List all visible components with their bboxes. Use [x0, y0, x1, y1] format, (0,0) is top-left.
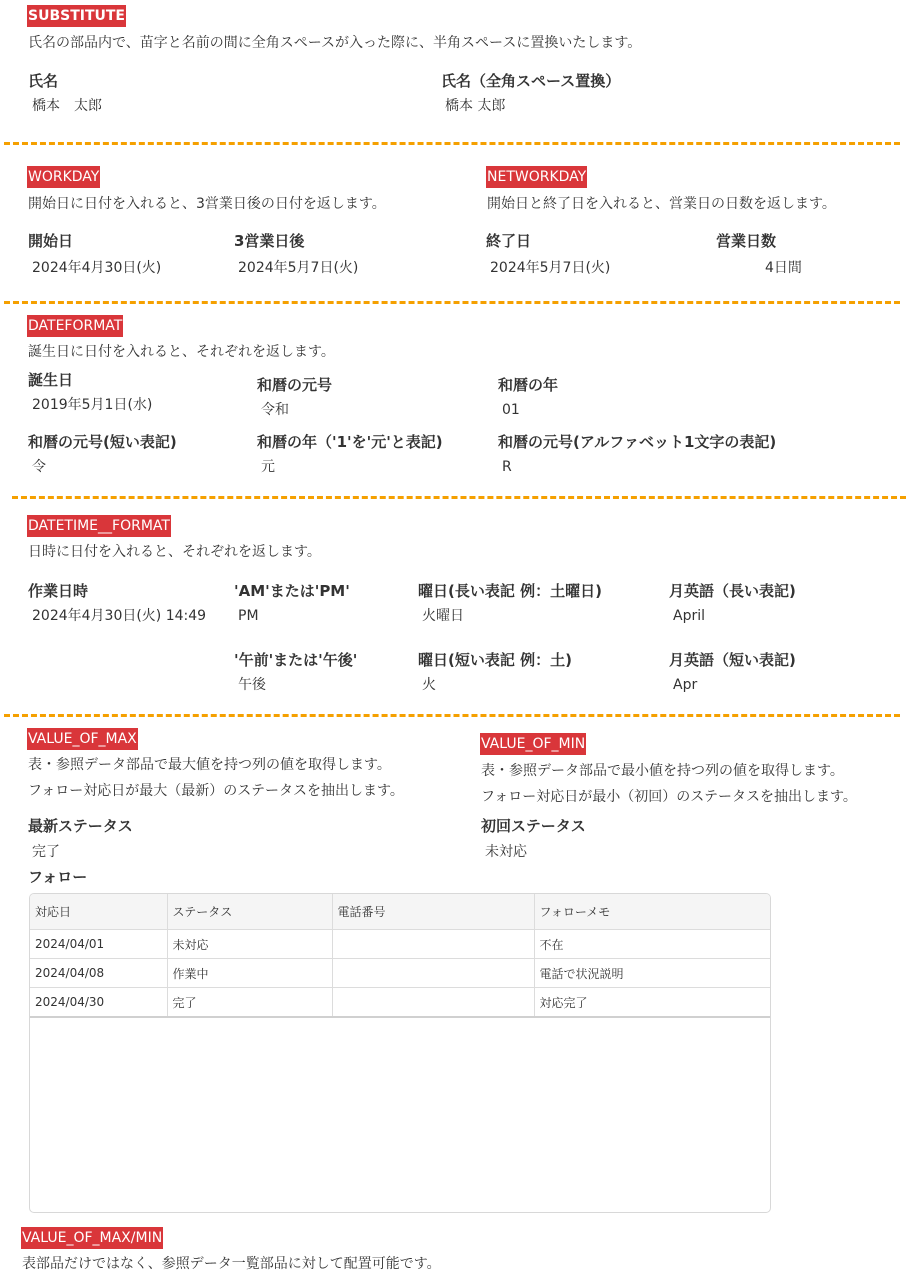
dateformat-tag: DATEFORMAT	[27, 315, 123, 337]
gozen-gogo-value: 午後	[238, 677, 266, 693]
name-replaced-value: 橋本 太郎	[445, 98, 506, 114]
value-of-max-tag: VALUE_OF_MAX	[27, 728, 138, 750]
table-cell-date: 2024/04/08	[30, 959, 167, 988]
birthday-value: 2019年5月1日(水)	[32, 397, 153, 413]
datetime-format-description: 日時に日付を入れると、それぞれを返します。	[28, 544, 321, 560]
table-cell-memo: 電話で状況説明	[534, 959, 771, 988]
table-cell-date: 2024/04/01	[30, 930, 167, 959]
datetime-format-tag: DATETIME__FORMAT	[27, 515, 171, 537]
weekday-long-value: 火曜日	[422, 608, 464, 624]
am-pm-value: PM	[238, 608, 259, 624]
table-row[interactable]	[30, 930, 771, 959]
table-row[interactable]	[30, 988, 771, 1018]
start-date-value: 2024年4月30日(火)	[32, 260, 162, 276]
name-label: 氏名	[28, 72, 59, 90]
business-days-value: 4日間	[765, 260, 802, 276]
era-short-value: 令	[32, 459, 46, 475]
era-short-label: 和暦の元号(短い表記)	[28, 433, 177, 451]
value-of-maxmin-description: 表部品だけではなく、参照データ一覧部品に対して配置可能です。	[22, 1256, 441, 1272]
first-status-label: 初回ステータス	[481, 817, 586, 835]
networkday-tag: NETWORKDAY	[486, 166, 587, 188]
weekday-short-value: 火	[422, 677, 436, 693]
end-date-label: 終了日	[486, 232, 532, 250]
networkday-description: 開始日と終了日を入れると、営業日の日数を返します。	[487, 196, 836, 212]
name-value: 橋本 太郎	[32, 98, 102, 114]
value-of-min-description-2: フォロー対応日が最小（初回）のステータスを抽出します。	[481, 789, 857, 805]
era-value: 令和	[261, 402, 289, 418]
workday-description: 開始日に日付を入れると、3営業日後の日付を返します。	[28, 196, 386, 212]
table-cell-status: 未対応	[167, 930, 332, 959]
section-separator	[12, 496, 906, 499]
workday-tag: WORKDAY	[27, 166, 100, 188]
work-datetime-value: 2024年4月30日(火) 14:49	[32, 608, 207, 624]
column-header-memo[interactable]: フォローメモ	[534, 894, 771, 930]
era-year-gan-label: 和暦の年（'1'を'元'と表記)	[257, 433, 443, 451]
section-separator	[4, 301, 900, 304]
substitute-description: 氏名の部品内で、苗字と名前の間に全角スペースが入った際に、半角スペースに置換いたします。	[28, 35, 642, 51]
table-cell-phone	[332, 988, 534, 1018]
table-cell-memo: 不在	[534, 930, 771, 959]
after-3-days-label: 3営業日後	[234, 232, 305, 250]
table-cell-phone	[332, 959, 534, 988]
table-cell-date: 2024/04/30	[30, 988, 167, 1018]
weekday-short-label: 曜日(短い表記 例：土)	[418, 651, 572, 669]
gozen-gogo-label: '午前'または'午後'	[234, 651, 358, 669]
era-year-label: 和暦の年	[498, 376, 559, 394]
table-cell-memo: 対応完了	[534, 988, 771, 1018]
era-alpha-label: 和暦の元号(アルファベット1文字の表記)	[498, 433, 777, 451]
month-long-value: April	[673, 608, 705, 624]
column-header-phone[interactable]: 電話番号	[332, 894, 534, 930]
era-alpha-value: R	[502, 459, 512, 475]
follow-table	[29, 893, 771, 1213]
column-header-date[interactable]: 対応日	[30, 894, 167, 930]
name-replaced-label: 氏名（全角スペース置換）	[441, 72, 621, 90]
month-long-label: 月英語（長い表記)	[669, 582, 796, 600]
table-row[interactable]	[30, 959, 771, 988]
month-short-value: Apr	[673, 677, 698, 693]
value-of-maxmin-tag: VALUE_OF_MAX/MIN	[21, 1227, 163, 1249]
latest-status-value: 完了	[32, 844, 60, 860]
column-header-status[interactable]: ステータス	[167, 894, 332, 930]
work-datetime-label: 作業日時	[28, 582, 89, 600]
latest-status-label: 最新ステータス	[28, 817, 133, 835]
table-cell-status: 完了	[167, 988, 332, 1018]
era-year-gan-value: 元	[261, 459, 275, 475]
value-of-min-description-1: 表・参照データ部品で最小値を持つ列の値を取得します。	[481, 763, 844, 779]
start-date-label: 開始日	[28, 232, 74, 250]
am-pm-label: 'AM'または'PM'	[234, 582, 350, 600]
after-3-days-value: 2024年5月7日(火)	[238, 260, 359, 276]
value-of-min-tag: VALUE_OF_MIN	[480, 733, 586, 755]
substitute-tag: SUBSTITUTE	[27, 5, 126, 27]
value-of-max-description-1: 表・参照データ部品で最大値を持つ列の値を取得します。	[28, 757, 391, 773]
first-status-value: 未対応	[485, 844, 527, 860]
dateformat-description: 誕生日に日付を入れると、それぞれを返します。	[28, 344, 335, 360]
table-cell-phone	[332, 930, 534, 959]
section-separator	[4, 142, 900, 145]
section-separator	[4, 714, 900, 717]
end-date-value: 2024年5月7日(火)	[490, 260, 611, 276]
month-short-label: 月英語（短い表記)	[669, 651, 796, 669]
era-label: 和暦の元号	[257, 376, 333, 394]
era-year-value: 01	[502, 402, 520, 418]
weekday-long-label: 曜日(長い表記 例：土曜日)	[418, 582, 602, 600]
birthday-label: 誕生日	[28, 371, 74, 389]
follow-table-label: フォロー	[28, 868, 88, 886]
business-days-label: 営業日数	[716, 232, 777, 250]
value-of-max-description-2: フォロー対応日が最大（最新）のステータスを抽出します。	[28, 783, 404, 799]
table-cell-status: 作業中	[167, 959, 332, 988]
